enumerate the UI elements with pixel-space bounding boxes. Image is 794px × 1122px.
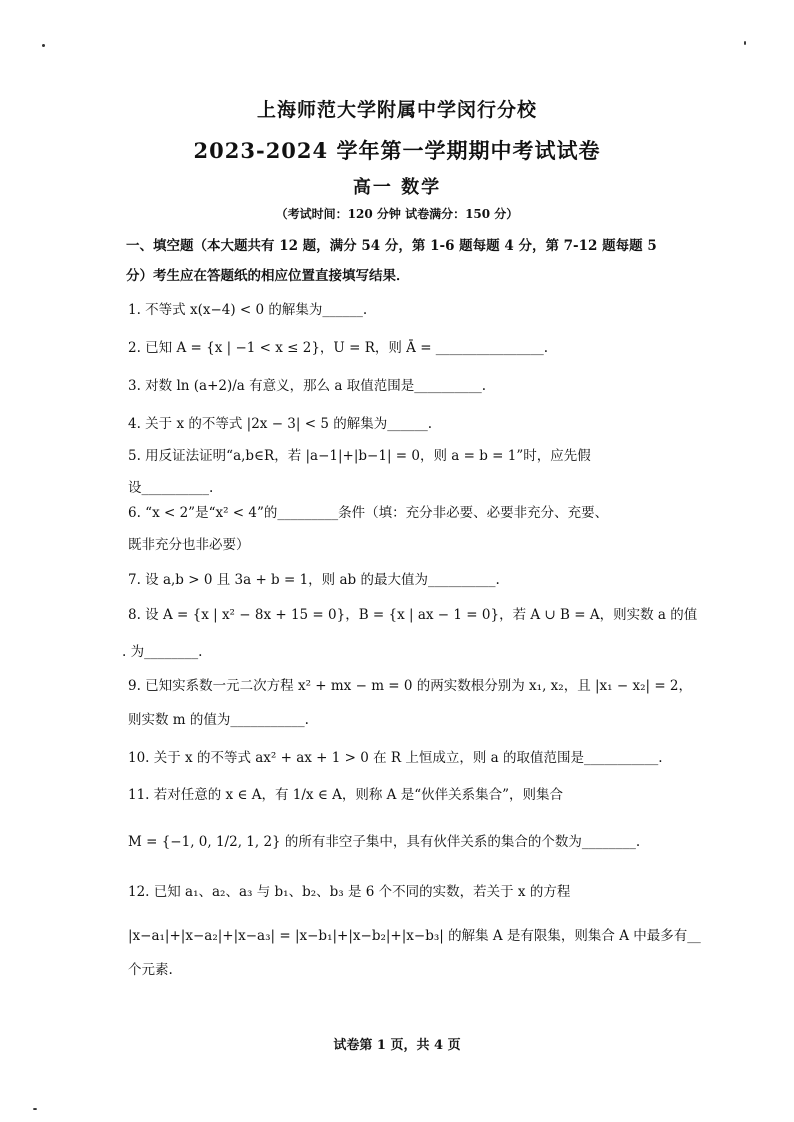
question-3: 3. 对数 ln (a+2)/a 有意义，那么 a 取值范围是__________. xyxy=(128,378,487,394)
question-2: 2. 已知 A = {x | −1 < x ≤ 2}，U = R，则 Ā = ________________. xyxy=(128,340,549,356)
question-12-line2: |x−a₁|+|x−a₂|+|x−a₃| = |x−b₁|+|x−b₂|+|x−b₃| 的解集 A 是有限集，则集合 A 中最多有__ xyxy=(128,928,701,944)
exam-title: 2023-2024 学年第一学期期中考试试卷 xyxy=(193,138,601,163)
question-8-line2: . 为________. xyxy=(122,644,203,660)
question-9-line1: 9. 已知实系数一元二次方程 x² + mx − m = 0 的两实数根分别为 x₁, x₂，且 |x₁ − x₂| = 2， xyxy=(128,678,693,694)
question-7: 7. 设 a,b > 0 且 3a + b = 1，则 ab 的最大值为__________. xyxy=(128,572,500,588)
question-5-line2: 设__________. xyxy=(128,480,214,496)
question-5-line1: 5. 用反证法证明“a,b∈R，若 |a−1|+|b−1| = 0，则 a = b = 1”时，应先假 xyxy=(128,448,591,464)
section-heading-line2: 分）考生应在答题纸的相应位置直接填写结果． xyxy=(126,268,410,284)
question-8-line1: 8. 设 A = {x | x² − 8x + 15 = 0}，B = {x | ax − 1 = 0}，若 A ∪ B = A，则实数 a 的值 xyxy=(128,607,698,623)
scan-speck xyxy=(744,41,746,45)
question-11-line1: 11. 若对任意的 x ∈ A，有 1/x ∈ A，则称 A 是“伙伴关系集合”，则集合 xyxy=(128,787,563,803)
question-10: 10. 关于 x 的不等式 ax² + ax + 1 > 0 在 R 上恒成立，则 a 的取值范围是___________. xyxy=(128,750,663,766)
question-6-line1: 6. “x < 2”是“x² < 4”的_________条件（填：充分非必要、必要非充分、充要、 xyxy=(128,505,609,521)
scan-speck xyxy=(42,44,45,47)
subject-title: 高一 数学 xyxy=(352,177,442,198)
question-11-line2: M = {−1, 0, 1/2, 1, 2} 的所有非空子集中，具有伙伴关系的集合的个数为________. xyxy=(128,834,641,850)
question-4: 4. 关于 x 的不等式 |2x − 3| < 5 的解集为______. xyxy=(128,416,433,432)
question-12-line1: 12. 已知 a₁、a₂、a₃ 与 b₁、b₂、b₃ 是 6 个不同的实数，若关于 x 的方程 xyxy=(128,884,571,900)
question-9-line2: 则实数 m 的值为___________. xyxy=(128,712,309,728)
section-heading-line1: 一、填空题（本大题共有 12 题，满分 54 分，第 1-6 题每题 4 分，第 7-12 题每题 5 xyxy=(126,238,657,254)
exam-info: （考试时间：120 分钟 试卷满分：150 分） xyxy=(275,207,519,221)
question-6-line2: 既非充分也非必要） xyxy=(128,537,250,553)
school-name: 上海师范大学附属中学闵行分校 xyxy=(256,99,537,121)
question-12-line3: 个元素. xyxy=(128,962,173,978)
page-footer: 试卷第 1 页，共 4 页 xyxy=(333,1038,461,1053)
question-1: 1. 不等式 x(x−4) < 0 的解集为______. xyxy=(128,302,368,318)
scan-speck xyxy=(33,1108,37,1110)
